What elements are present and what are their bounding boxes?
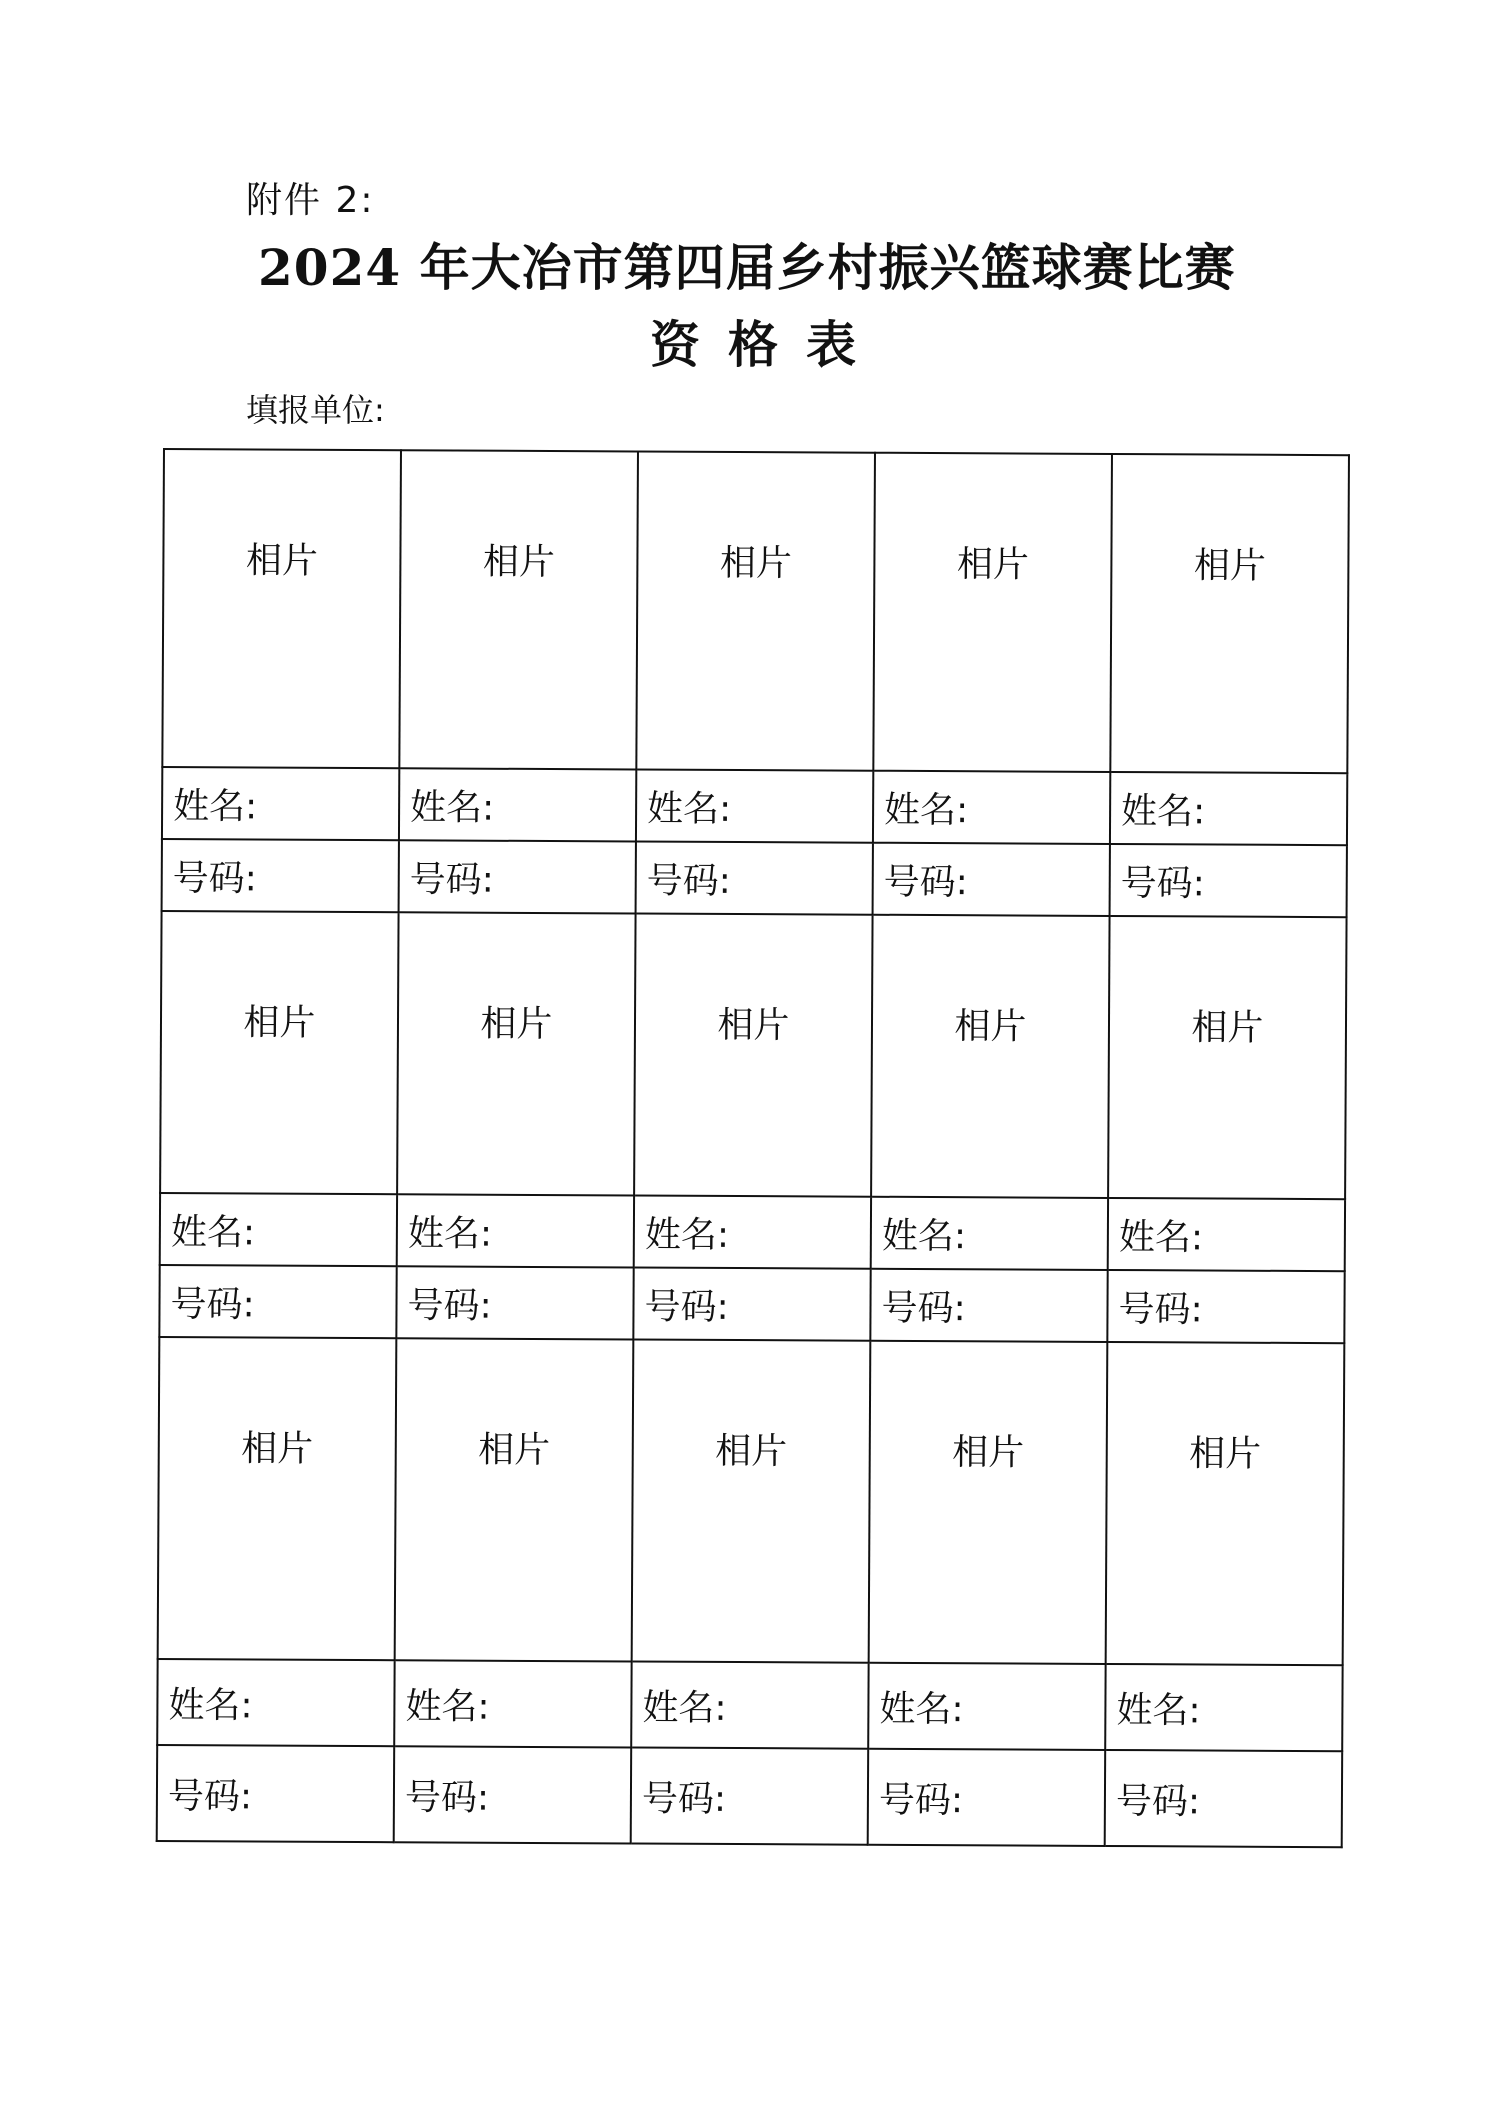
photo-label: 相片 [956, 544, 1030, 586]
player-roster-table [156, 448, 1350, 1848]
photo-label: 相片 [954, 1006, 1027, 1048]
name-cell: 姓名: [1110, 772, 1347, 845]
reporting-unit-label: 填报单位: [246, 391, 385, 429]
photo-cell [397, 912, 635, 1195]
photo-cell [869, 1341, 1108, 1664]
photo-cell [158, 1337, 397, 1660]
photo-label: 相片 [245, 540, 319, 582]
photo-label: 相片 [719, 542, 793, 585]
name-cell: 姓名: [873, 771, 1110, 844]
number-cell: 号码: [868, 1749, 1105, 1846]
photo-label: 相片 [1189, 1433, 1262, 1475]
number-cell: 号码: [396, 1266, 633, 1339]
page-title: 2024 年大冶市第四届乡村振兴篮球赛比赛 [258, 238, 1236, 297]
photo-cell [632, 1339, 871, 1662]
attachment-label: 附件 2: [246, 180, 375, 221]
photo-cell [162, 449, 401, 768]
name-cell: 姓名: [397, 1194, 634, 1267]
name-cell: 姓名: [1108, 1198, 1345, 1271]
number-cell: 号码: [636, 841, 873, 914]
photo-cell [1110, 454, 1349, 773]
photo-label: 相片 [952, 1432, 1025, 1474]
photo-cell [395, 1338, 634, 1661]
photo-label: 相片 [717, 1004, 790, 1047]
name-row [160, 1193, 1345, 1271]
number-cell: 号码: [870, 1269, 1107, 1342]
number-cell: 号码: [157, 1745, 394, 1842]
number-row [162, 839, 1347, 917]
name-cell: 姓名: [1105, 1664, 1342, 1751]
photo-cell [873, 453, 1112, 772]
photo-label: 相片 [480, 1003, 553, 1046]
photo-label: 相片 [243, 1002, 316, 1044]
photo-cell [160, 911, 398, 1194]
number-cell: 号码: [162, 839, 399, 912]
photo-row [162, 449, 1349, 773]
photo-label: 相片 [1193, 545, 1267, 587]
name-cell: 姓名: [871, 1197, 1108, 1270]
number-row [157, 1745, 1342, 1847]
photo-cell [399, 450, 638, 769]
name-cell: 姓名: [162, 767, 399, 840]
photo-cell [636, 451, 875, 770]
number-cell: 号码: [633, 1267, 870, 1340]
name-cell: 姓名: [634, 1195, 871, 1268]
photo-label: 相片 [478, 1429, 551, 1472]
name-cell: 姓名: [631, 1661, 868, 1748]
photo-row [160, 911, 1346, 1199]
number-cell: 号码: [1107, 1270, 1344, 1343]
name-cell: 姓名: [157, 1659, 394, 1746]
photo-row [158, 1337, 1345, 1665]
photo-cell [1108, 916, 1346, 1199]
name-cell: 姓名: [160, 1193, 397, 1266]
photo-label: 相片 [241, 1428, 314, 1470]
number-cell: 号码: [394, 1746, 631, 1843]
number-cell: 号码: [631, 1747, 868, 1844]
number-cell: 号码: [159, 1265, 396, 1338]
number-cell: 号码: [1105, 1750, 1342, 1847]
number-cell: 号码: [399, 840, 636, 913]
number-cell: 号码: [1110, 844, 1347, 917]
number-row [159, 1265, 1344, 1343]
name-cell: 姓名: [399, 768, 636, 841]
photo-cell [871, 915, 1109, 1198]
name-cell: 姓名: [394, 1660, 631, 1747]
name-row [162, 767, 1347, 845]
photo-label: 相片 [482, 541, 556, 584]
name-row [157, 1659, 1342, 1751]
name-cell: 姓名: [636, 769, 873, 842]
photo-label: 相片 [715, 1430, 788, 1473]
number-cell: 号码: [873, 843, 1110, 916]
photo-cell [1106, 1342, 1345, 1665]
name-cell: 姓名: [868, 1663, 1105, 1750]
page-subtitle: 资格表 [650, 315, 884, 374]
photo-label: 相片 [1191, 1007, 1264, 1049]
photo-cell [634, 913, 872, 1196]
